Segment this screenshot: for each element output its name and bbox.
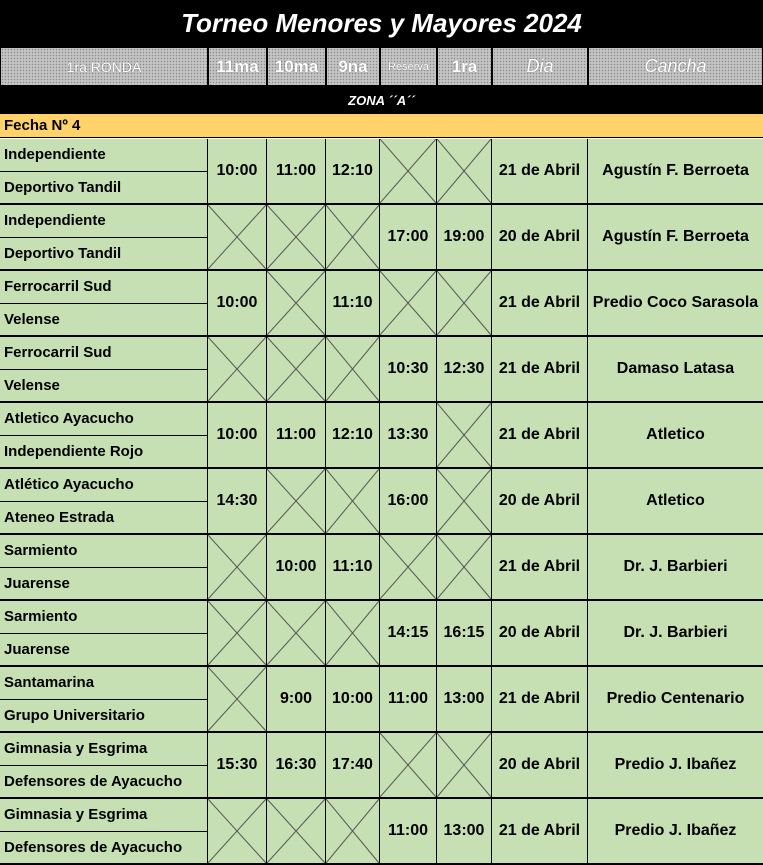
away-team: Defensores de Ayacucho xyxy=(4,838,183,856)
cross-icon xyxy=(267,337,326,403)
empty-slot-cross xyxy=(437,139,492,205)
match-cancha: Predio J. Ibañez xyxy=(588,799,763,865)
empty-slot-cross xyxy=(326,799,380,865)
empty-slot-cross xyxy=(208,799,267,865)
match-teams xyxy=(0,469,208,535)
cross-icon xyxy=(437,271,492,337)
match-cancha: Agustín F. Berroeta xyxy=(588,205,763,271)
cross-icon xyxy=(326,799,380,865)
time-11ma: 10:00 xyxy=(208,271,267,337)
empty-slot-cross xyxy=(267,601,326,667)
time-9na: 12:10 xyxy=(326,139,380,205)
time-9na: 11:10 xyxy=(326,271,380,337)
time-11ma: 15:30 xyxy=(208,733,267,799)
empty-slot-cross xyxy=(437,733,492,799)
match-dia: 21 de Abril xyxy=(492,139,588,205)
cross-icon xyxy=(267,799,326,865)
header-cancha: Cancha xyxy=(588,47,763,86)
time-10ma: 9:00 xyxy=(267,667,326,733)
empty-slot-cross xyxy=(267,337,326,403)
header-ronda: 1ra RONDA xyxy=(0,47,208,86)
time-10ma: 11:00 xyxy=(267,403,326,469)
time-1ra: 19:00 xyxy=(437,205,492,271)
empty-slot-cross xyxy=(326,469,380,535)
cross-icon xyxy=(267,469,326,535)
match-dia: 20 de Abril xyxy=(492,469,588,535)
match-teams xyxy=(0,799,208,865)
match-dia: 21 de Abril xyxy=(492,271,588,337)
time-1ra: 16:15 xyxy=(437,601,492,667)
empty-slot-cross xyxy=(437,535,492,601)
empty-slot-cross xyxy=(208,601,267,667)
cross-icon xyxy=(326,601,380,667)
match-dia: 21 de Abril xyxy=(492,535,588,601)
home-team: Independiente xyxy=(0,205,207,238)
empty-slot-cross xyxy=(326,601,380,667)
away-team: Ateneo Estrada xyxy=(4,508,115,526)
home-team: Gimnasia y Esgrima xyxy=(0,733,207,766)
time-reserva: 11:00 xyxy=(380,799,437,865)
match-teams xyxy=(0,601,208,667)
cross-icon xyxy=(380,271,437,337)
away-team: Defensores de Ayacucho xyxy=(4,772,183,790)
match-cancha: Dr. J. Barbieri xyxy=(588,601,763,667)
match-teams xyxy=(0,535,208,601)
match-dia: 20 de Abril xyxy=(492,601,588,667)
match-dia: 21 de Abril xyxy=(492,403,588,469)
page-title: Torneo Menores y Mayores 2024 xyxy=(0,0,763,47)
empty-slot-cross xyxy=(380,733,437,799)
empty-slot-cross xyxy=(208,667,267,733)
match-cancha: Atletico xyxy=(588,469,763,535)
cross-icon xyxy=(437,535,492,601)
cross-icon xyxy=(380,733,437,799)
empty-slot-cross xyxy=(208,205,267,271)
match-teams xyxy=(0,733,208,799)
match-cancha: Predio J. Ibañez xyxy=(588,733,763,799)
header-11ma: 11ma xyxy=(208,47,267,86)
empty-slot-cross xyxy=(208,337,267,403)
cross-icon xyxy=(267,205,326,271)
match-cancha: Predio Coco Sarasola xyxy=(588,271,763,337)
header-1ra: 1ra xyxy=(437,47,492,86)
empty-slot-cross xyxy=(208,535,267,601)
cross-icon xyxy=(326,205,380,271)
away-team: Juarense xyxy=(4,574,70,592)
away-team: Independiente Rojo xyxy=(4,442,144,460)
match-teams xyxy=(0,139,208,205)
home-team: Sarmiento xyxy=(0,535,207,568)
empty-slot-cross xyxy=(267,271,326,337)
cross-icon xyxy=(208,601,267,667)
away-team: Velense xyxy=(4,310,60,328)
match-cancha: Damaso Latasa xyxy=(588,337,763,403)
time-11ma: 10:00 xyxy=(208,403,267,469)
match-cancha: Dr. J. Barbieri xyxy=(588,535,763,601)
time-10ma: 11:00 xyxy=(267,139,326,205)
match-teams xyxy=(0,205,208,271)
match-cancha: Atletico xyxy=(588,403,763,469)
time-reserva: 14:15 xyxy=(380,601,437,667)
empty-slot-cross xyxy=(437,403,492,469)
cross-icon xyxy=(437,733,492,799)
time-11ma: 10:00 xyxy=(208,139,267,205)
match-cancha: Predio Centenario xyxy=(588,667,763,733)
empty-slot-cross xyxy=(326,205,380,271)
empty-slot-cross xyxy=(380,271,437,337)
empty-slot-cross xyxy=(437,469,492,535)
time-1ra: 12:30 xyxy=(437,337,492,403)
header-9na: 9na xyxy=(326,47,380,86)
home-team: Atlético Ayacucho xyxy=(0,469,207,502)
time-reserva: 17:00 xyxy=(380,205,437,271)
time-1ra: 13:00 xyxy=(437,667,492,733)
match-teams xyxy=(0,271,208,337)
time-9na: 17:40 xyxy=(326,733,380,799)
cross-icon xyxy=(437,469,492,535)
home-team: Ferrocarril Sud xyxy=(0,337,207,370)
cross-icon xyxy=(208,205,267,271)
home-team: Independiente xyxy=(0,139,207,172)
empty-slot-cross xyxy=(380,139,437,205)
time-10ma: 16:30 xyxy=(267,733,326,799)
home-team: Sarmiento xyxy=(0,601,207,634)
match-dia: 20 de Abril xyxy=(492,205,588,271)
cross-icon xyxy=(437,403,492,469)
time-reserva: 13:30 xyxy=(380,403,437,469)
header-dia: Dia xyxy=(492,47,588,86)
away-team: Velense xyxy=(4,376,60,394)
cross-icon xyxy=(437,139,492,205)
time-10ma: 10:00 xyxy=(267,535,326,601)
time-11ma: 14:30 xyxy=(208,469,267,535)
empty-slot-cross xyxy=(326,337,380,403)
empty-slot-cross xyxy=(437,271,492,337)
empty-slot-cross xyxy=(380,535,437,601)
match-teams xyxy=(0,337,208,403)
cross-icon xyxy=(267,271,326,337)
cross-icon xyxy=(267,601,326,667)
fecha-row: Fecha Nº 4 xyxy=(0,114,763,138)
cross-icon xyxy=(380,139,437,205)
away-team: Grupo Universitario xyxy=(4,706,145,724)
match-dia: 21 de Abril xyxy=(492,667,588,733)
cross-icon xyxy=(208,535,267,601)
time-9na: 11:10 xyxy=(326,535,380,601)
time-1ra: 13:00 xyxy=(437,799,492,865)
time-9na: 10:00 xyxy=(326,667,380,733)
time-reserva: 16:00 xyxy=(380,469,437,535)
away-team: Deportivo Tandil xyxy=(4,244,122,262)
home-team: Atletico Ayacucho xyxy=(0,403,207,436)
time-reserva: 11:00 xyxy=(380,667,437,733)
home-team: Santamarina xyxy=(0,667,207,700)
match-dia: 21 de Abril xyxy=(492,337,588,403)
cross-icon xyxy=(208,667,267,733)
away-team: Juarense xyxy=(4,640,70,658)
match-teams xyxy=(0,667,208,733)
cross-icon xyxy=(326,469,380,535)
cross-icon xyxy=(326,337,380,403)
home-team: Gimnasia y Esgrima xyxy=(0,799,207,832)
empty-slot-cross xyxy=(267,469,326,535)
empty-slot-cross xyxy=(267,205,326,271)
match-teams xyxy=(0,403,208,469)
header-reserva: Reserva xyxy=(380,47,437,86)
away-team: Deportivo Tandil xyxy=(4,178,122,196)
cross-icon xyxy=(208,337,267,403)
zona-banner: ZONA ´´A´´ xyxy=(0,86,763,114)
match-cancha: Agustín F. Berroeta xyxy=(588,139,763,205)
empty-slot-cross xyxy=(267,799,326,865)
header-10ma: 10ma xyxy=(267,47,326,86)
time-9na: 12:10 xyxy=(326,403,380,469)
cross-icon xyxy=(208,799,267,865)
home-team: Ferrocarril Sud xyxy=(0,271,207,304)
time-reserva: 10:30 xyxy=(380,337,437,403)
match-dia: 21 de Abril xyxy=(492,799,588,865)
match-dia: 20 de Abril xyxy=(492,733,588,799)
cross-icon xyxy=(380,535,437,601)
